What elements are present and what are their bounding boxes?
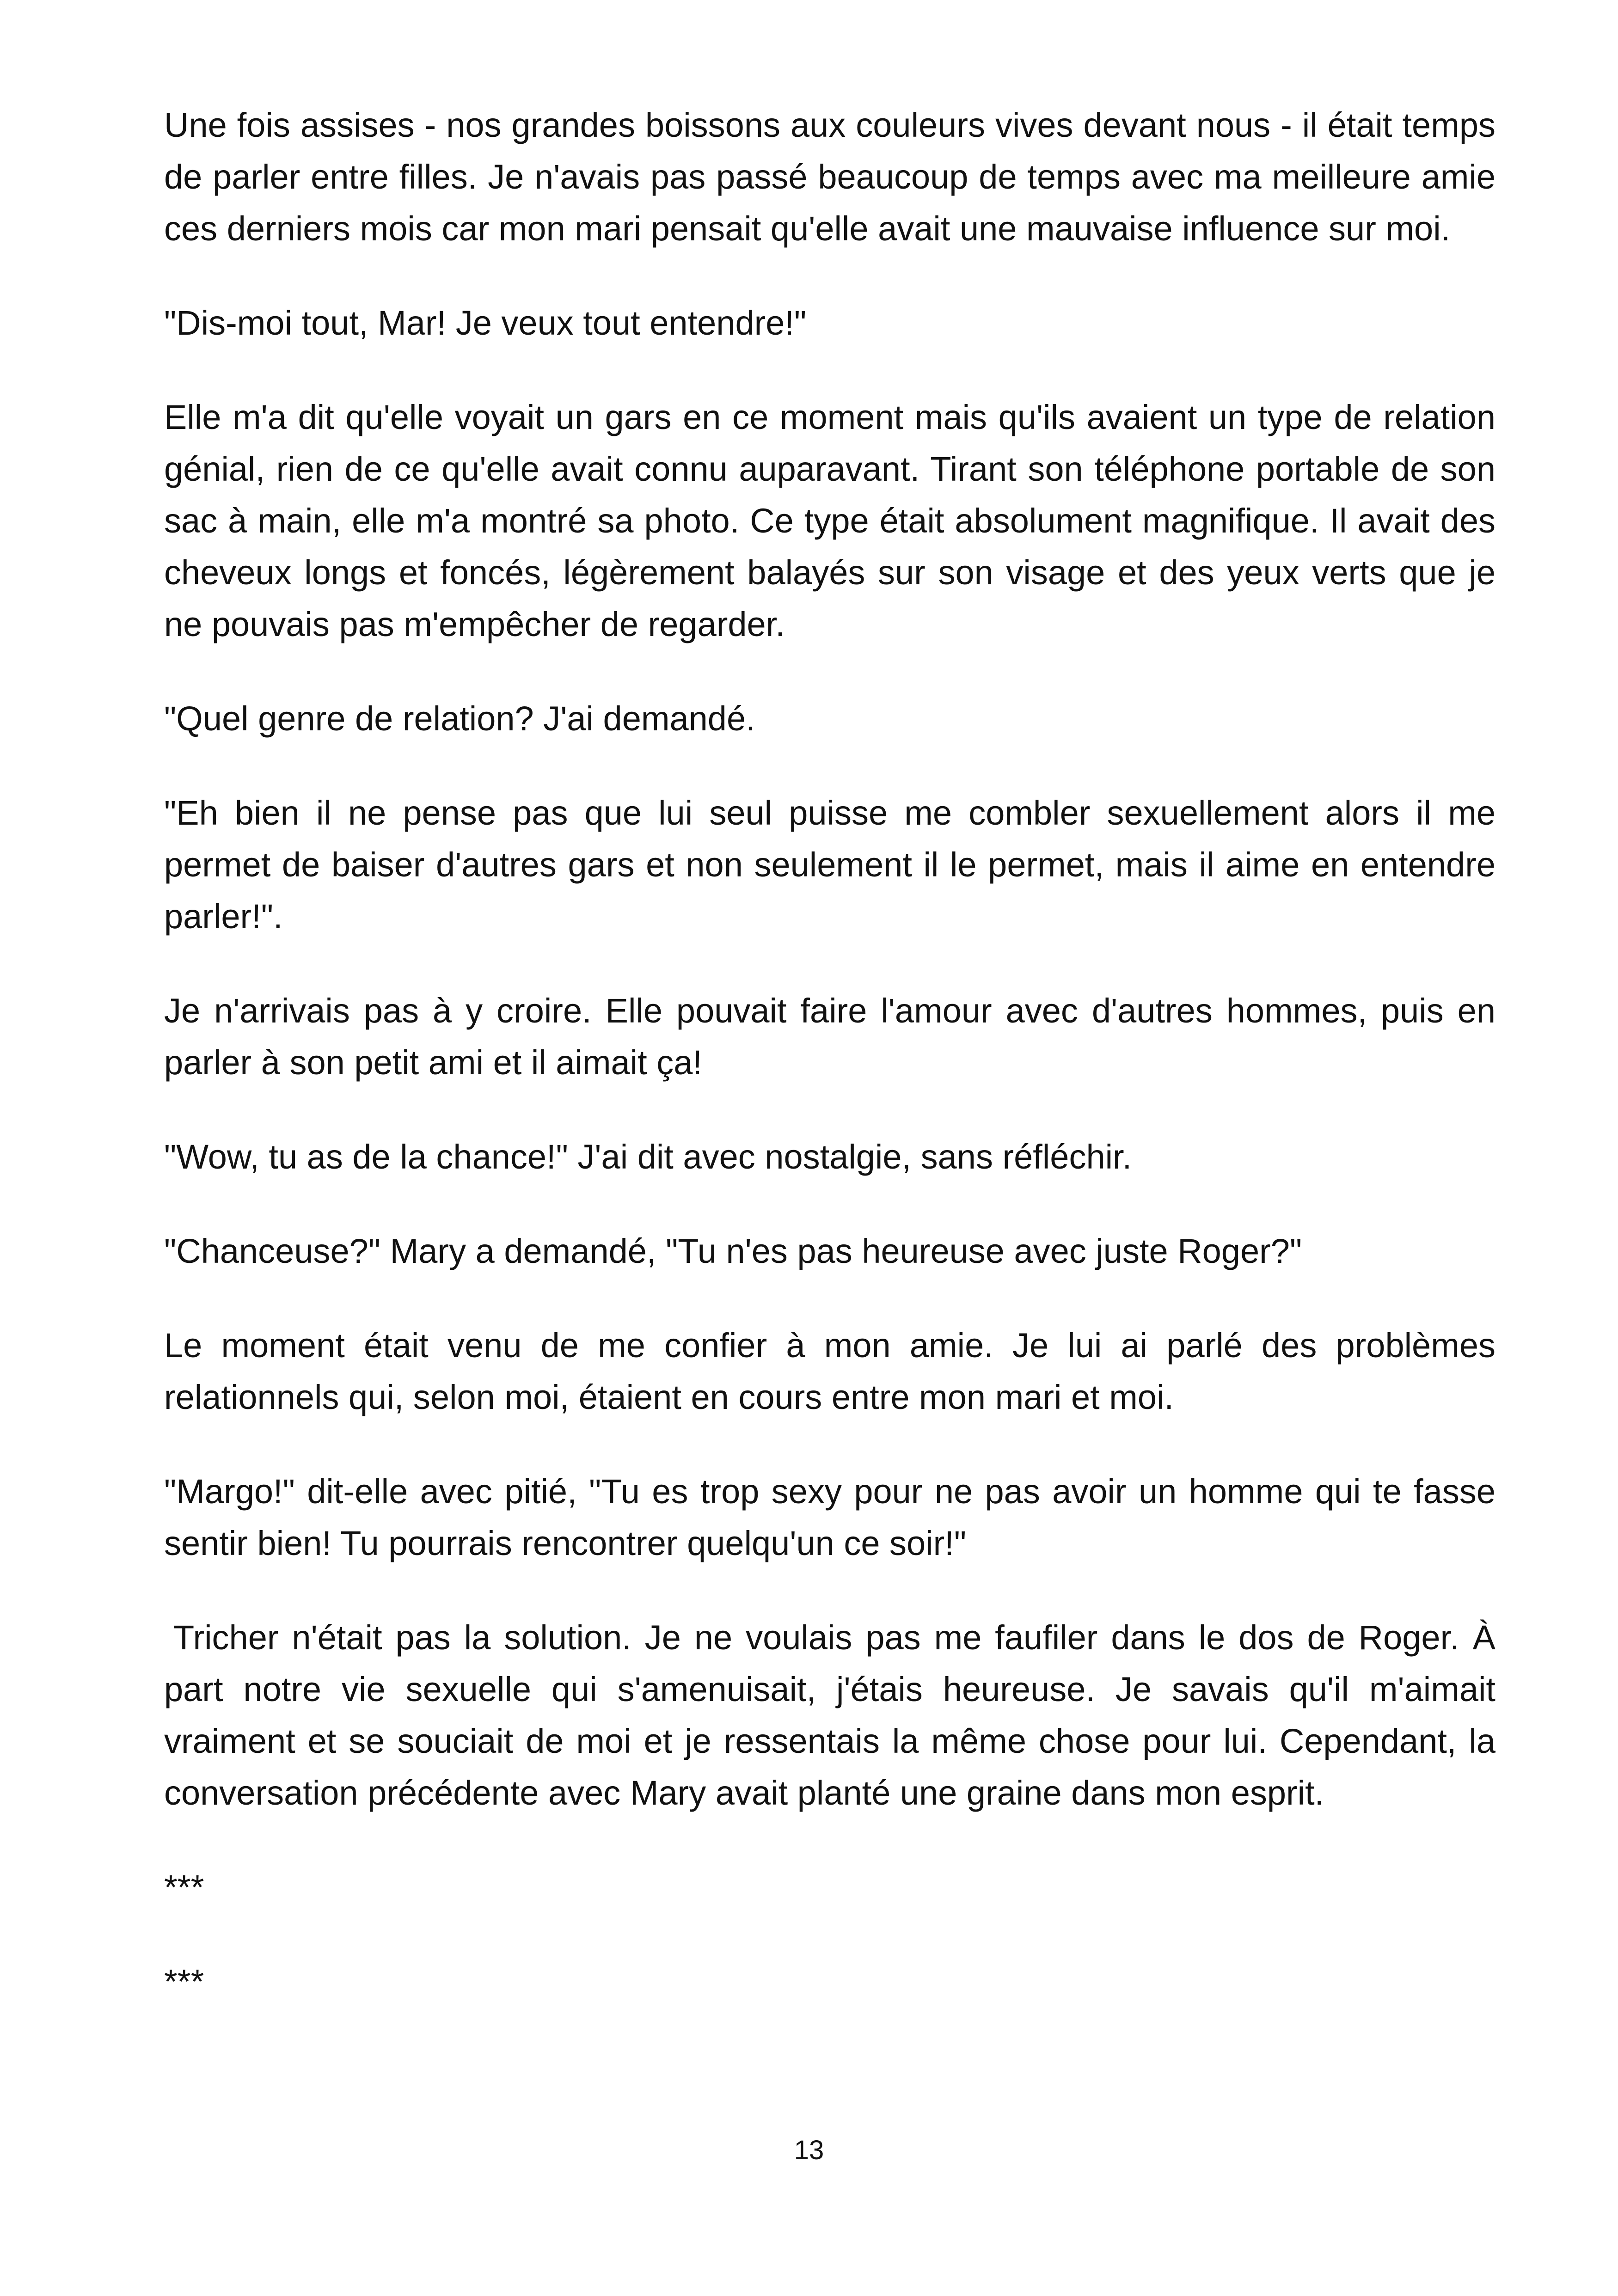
paragraph-5: "Eh bien il ne pense pas que lui seul puisse me combler sexuellement alors il me permet de baiser d'autres gars et non seulement il le permet, mais il aime en entendre parler!".	[164, 794, 1495, 936]
paragraph-8: "Chanceuse?" Mary a demandé, "Tu n'es pas heureuse avec juste Roger?"	[164, 1232, 1302, 1270]
paragraph-10: "Margo!" dit-elle avec pitié, "Tu es trop sexy pour ne pas avoir un homme qui te fasse sentir bien! Tu pourrais rencontrer quelqu'un ce soir!"	[164, 1472, 1495, 1562]
paragraph-6: Je n'arrivais pas à y croire. Elle pouvait faire l'amour avec d'autres hommes, puis en parler à son petit ami et il aimait ça!	[164, 992, 1495, 1082]
paragraph-7: "Wow, tu as de la chance!" J'ai dit avec nostalgie, sans réfléchir.	[164, 1138, 1132, 1176]
paragraph-1: Une fois assises - nos grandes boissons aux couleurs vives devant nous - il était temps de parler entre filles. Je n'avais pas passé beaucoup de temps avec ma meilleure amie ces derniers mois car mon mari pensait qu'elle avait une mauvaise influence sur moi.	[164, 106, 1495, 248]
scene-break-2: ***	[164, 1962, 204, 2001]
paragraph-9: Le moment était venu de me confier à mon amie. Je lui ai parlé des problèmes relationnels qui, selon moi, étaient en cours entre mon mari et moi.	[164, 1326, 1495, 1416]
paragraph-3: Elle m'a dit qu'elle voyait un gars en ce moment mais qu'ils avaient un type de relation génial, rien de ce qu'elle avait connu auparavant. Tirant son téléphone portable de son sac à main, elle m'a montré sa photo. Ce type était absolument magnifique. Il avait des cheveux longs et foncés, légèrement balayés sur son visage et des yeux verts que je ne pouvais pas m'empêcher de regarder.	[164, 398, 1495, 643]
body-text	[164, 99, 1495, 2050]
paragraph-4: "Quel genre de relation? J'ai demandé.	[164, 699, 755, 738]
scene-break-1: ***	[164, 1868, 204, 1906]
page-number: 13	[794, 2135, 824, 2165]
paragraph-2: "Dis-moi tout, Mar! Je veux tout entendre!"	[164, 304, 807, 342]
paragraph-11: Tricher n'était pas la solution. Je ne voulais pas me faufiler dans le dos de Roger. À part notre vie sexuelle qui s'amenuisait, j'étais heureuse. Je savais qu'il m'aimait vraiment et se souciait de moi et je ressentais la même chose pour lui. Cependant, la conversation précédente avec Mary avait planté une graine dans mon esprit.	[164, 1618, 1495, 1812]
